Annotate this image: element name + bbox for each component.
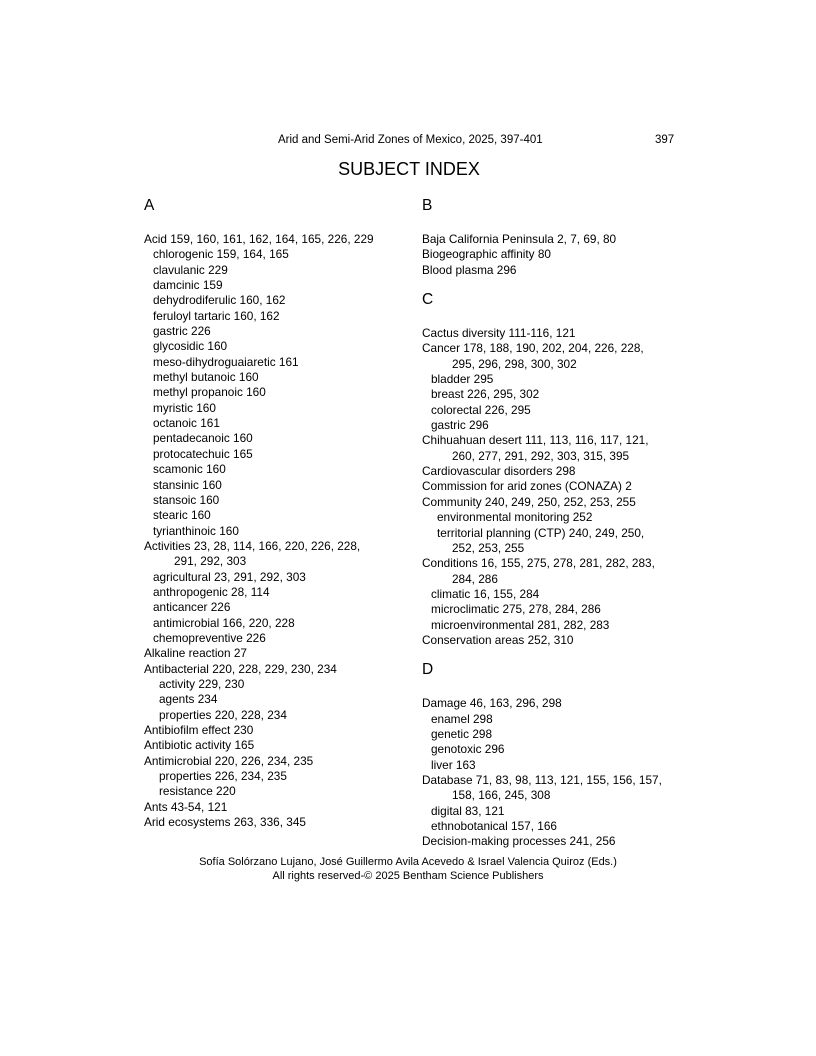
section-letter: B xyxy=(422,197,433,214)
page-title-text: SUBJECT INDEX xyxy=(338,159,480,179)
index-subentry: agricultural 23, 291, 292, 303 xyxy=(153,569,306,584)
index-subentry: pentadecanoic 160 xyxy=(153,431,253,446)
index-entry: Alkaline reaction 27 xyxy=(144,646,247,661)
index-subentry: activity 229, 230 xyxy=(159,676,245,691)
index-subentry: territorial planning (CTP) 240, 249, 250, xyxy=(437,525,645,540)
index-subentry: clavulanic 229 xyxy=(153,262,228,277)
index-subentry: agents 234 xyxy=(159,692,218,707)
index-entry: Baja California Peninsula 2, 7, 69, 80 xyxy=(422,232,617,246)
index-subentry: gastric 296 xyxy=(431,418,489,433)
index-subentry: environmental monitoring 252 xyxy=(437,510,593,525)
index-entry: Conservation areas 252, 310 xyxy=(422,632,574,647)
index-entry: Damage 46, 163, 296, 298 xyxy=(422,696,562,711)
index-right-column xyxy=(422,197,687,863)
index-entry: Antibacterial 220, 228, 229, 230, 234 xyxy=(144,661,337,676)
index-subentry: colorectal 226, 295 xyxy=(431,402,531,417)
index-subentry: ethnobotanical 157, 166 xyxy=(431,819,557,833)
index-subentry: breast 226, 295, 302 xyxy=(431,387,540,402)
index-subentry: bladder 295 xyxy=(431,372,494,387)
index-subentry: meso-dihydroguaiaretic 161 xyxy=(153,354,299,369)
index-subentry: scamonic 160 xyxy=(153,462,226,477)
index-entry: Commission for arid zones (CONAZA) 2 xyxy=(422,479,632,494)
footer-copyright: All rights reserved-© 2025 Bentham Science Publishers xyxy=(272,870,544,882)
index-subentry: genotoxic 296 xyxy=(431,742,505,757)
index-subentry: antimicrobial 166, 220, 228 xyxy=(153,615,295,630)
index-subentry: stearic 160 xyxy=(153,508,211,523)
footer-editors: Sofía Solórzano Lujano, José Guillermo Avila Acevedo & Israel Valencia Quiroz (Eds.) xyxy=(199,856,617,868)
index-subentry: methyl butanoic 160 xyxy=(153,370,259,385)
index-subentry: digital 83, 121 xyxy=(431,803,505,818)
section-letter: C xyxy=(422,291,434,309)
index-entry: Activities 23, 28, 114, 166, 220, 226, 228, xyxy=(144,538,361,553)
index-subentry: dehydrodiferulic 160, 162 xyxy=(153,293,286,308)
index-entry: Acid 159, 160, 161, 162, 164, 165, 226, 229 xyxy=(144,232,374,246)
index-subentry: microclimatic 275, 278, 284, 286 xyxy=(431,602,601,617)
index-entry: Arid ecosystems 263, 336, 345 xyxy=(144,815,306,830)
index-entry: Chihuahuan desert 111, 113, 116, 117, 121, xyxy=(422,433,649,448)
index-subentry: feruloyl tartaric 160, 162 xyxy=(153,308,280,323)
index-entry: Antimicrobial 220, 226, 234, 235 xyxy=(144,753,314,768)
index-section-c xyxy=(422,291,687,648)
index-subentry: octanoic 161 xyxy=(153,416,220,431)
index-entry-continuation: 284, 286 xyxy=(452,571,498,586)
section-letter: A xyxy=(144,197,155,214)
index-entry: Conditions 16, 155, 275, 278, 281, 282, 283, xyxy=(422,556,655,571)
index-subentry: properties 220, 228, 234 xyxy=(159,707,287,722)
index-entry: Cancer 178, 188, 190, 202, 204, 226, 228, xyxy=(422,341,644,356)
index-subentry: enamel 298 xyxy=(431,711,493,726)
index-entry-continuation: 291, 292, 303 xyxy=(174,554,247,569)
section-letter: D xyxy=(422,661,434,679)
index-subentry: anticancer 226 xyxy=(153,600,231,615)
page-number: 397 xyxy=(655,134,675,146)
index-entry: Community 240, 249, 250, 252, 253, 255 xyxy=(422,494,636,509)
index-subentry: damcinic 159 xyxy=(153,278,223,293)
index-subentry: anthropogenic 28, 114 xyxy=(153,584,270,599)
index-subentry: genetic 298 xyxy=(431,726,493,741)
page-title xyxy=(0,158,816,180)
index-entry-continuation: 295, 296, 298, 300, 302 xyxy=(452,356,577,371)
index-entry: Ants 43-54, 121 xyxy=(144,799,228,814)
index-subentry: tyrianthinoic 160 xyxy=(153,523,239,538)
index-entry: Biogeographic affinity 80 xyxy=(422,247,551,262)
index-entry-continuation: 260, 277, 291, 292, 303, 315, 395 xyxy=(452,448,630,463)
index-entry-continuation: 158, 166, 245, 308 xyxy=(452,788,551,803)
index-subentry: properties 226, 234, 235 xyxy=(159,769,287,784)
index-subentry: chemopreventive 226 xyxy=(153,630,266,645)
index-entry: Antibiofilm effect 230 xyxy=(144,723,254,737)
index-subentry: methyl propanoic 160 xyxy=(153,385,266,400)
index-entry: Cactus diversity 111-116, 121 xyxy=(422,326,576,341)
index-section-b xyxy=(422,197,687,278)
index-left-column xyxy=(144,197,414,843)
index-subentry: chlorogenic 159, 164, 165 xyxy=(153,247,289,262)
index-entry: Blood plasma 296 xyxy=(422,262,517,277)
index-subentry: stansoic 160 xyxy=(153,492,220,507)
index-subentry: microenvironmental 281, 282, 283 xyxy=(431,617,610,632)
index-section-d xyxy=(422,661,687,849)
running-head: Arid and Semi-Arid Zones of Mexico, 2025, 397-401 xyxy=(278,134,543,146)
index-subentry: liver 163 xyxy=(431,757,476,772)
index-entry-continuation: 252, 253, 255 xyxy=(452,540,525,555)
index-subentry: resistance 220 xyxy=(159,784,236,799)
index-subentry: myristic 160 xyxy=(153,400,216,415)
index-entry: Decision-making processes 241, 256 xyxy=(422,834,616,849)
index-entry: Cardiovascular disorders 298 xyxy=(422,464,576,479)
index-section-a xyxy=(144,197,414,830)
index-entry: Antibiotic activity 165 xyxy=(144,738,255,753)
index-subentry: glycosidic 160 xyxy=(153,339,228,354)
index-entry: Database 71, 83, 98, 113, 121, 155, 156, 157, xyxy=(422,772,662,787)
index-subentry: protocatechuic 165 xyxy=(153,446,253,461)
index-subentry: climatic 16, 155, 284 xyxy=(431,586,540,601)
index-subentry: gastric 226 xyxy=(153,324,211,339)
index-subentry: stansinic 160 xyxy=(153,477,222,492)
